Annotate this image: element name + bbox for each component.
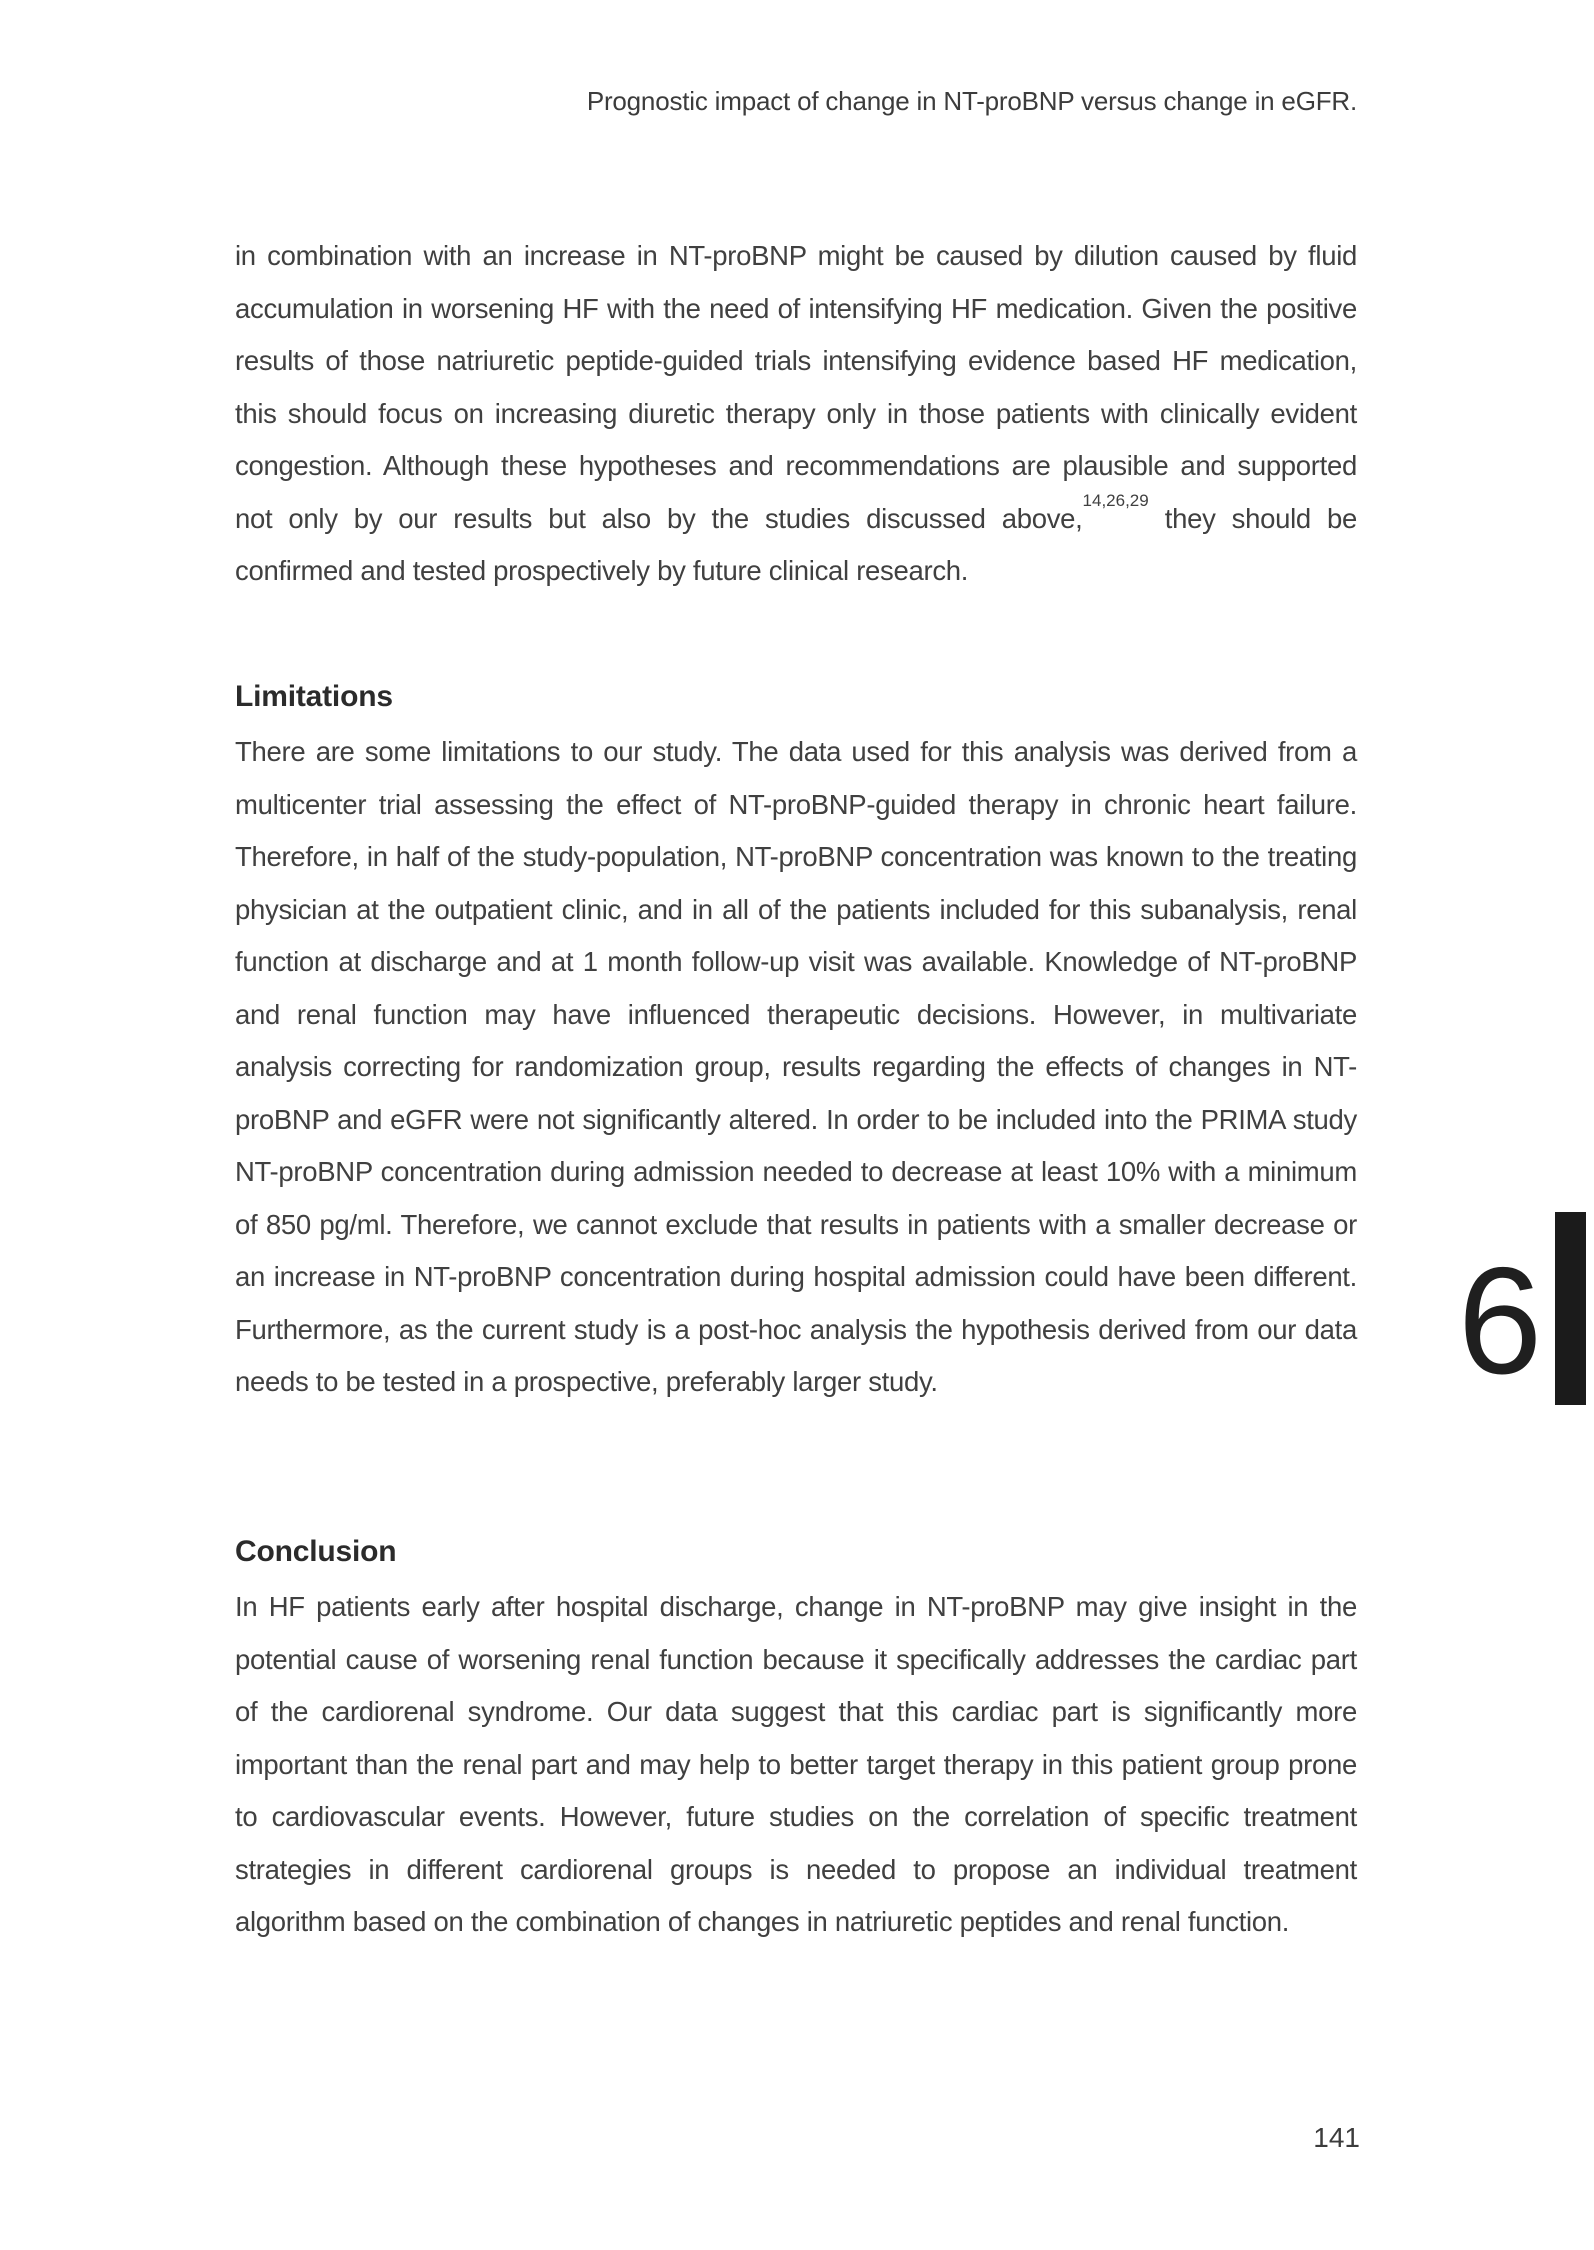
- conclusion-section: [235, 1527, 1357, 1949]
- limitations-paragraph: There are some limitations to our study. The data used for this analysis was derived from a multicenter trial assessing the effect of NT-proBNP-guided therapy in chronic heart failure. Therefore, in half of the study-population, NT-proBNP concentration was known to the treating physician at the outpatient clinic, and in all of the patients included for this subanalysis, renal function at discharge and at 1 month follow-up visit was available. Knowledge of NT-proBNP and renal function may have influenced therapeutic decisions. However, in multivariate analysis correcting for randomization group, results regarding the effects of changes in NT-proBNP and eGFR were not significantly altered. In order to be included into the PRIMA study NT-proBNP concentration during admission needed to decrease at least 10% with a minimum of 850 pg/ml. Therefore, we cannot exclude that results in patients with a smaller decrease or an increase in NT-proBNP concentration during hospital admission could have been different. Furthermore, as the current study is a post-hoc analysis the hypothesis derived from our data needs to be tested in a prospective, preferably larger study.: [235, 736, 1357, 1397]
- reference-superscript: 14,26,29: [1082, 491, 1149, 511]
- page-number: 141: [1313, 2122, 1360, 2153]
- intro-text-after-ref: they should be confirmed and tested prospectively by future clinical research.: [235, 502, 1358, 586]
- chapter-tab-bar: [1555, 1212, 1586, 1405]
- intro-section: [235, 230, 1357, 598]
- conclusion-heading: Conclusion: [235, 1535, 397, 1568]
- running-header: Prognostic impact of change in NT-proBNP versus change in eGFR.: [586, 86, 1357, 116]
- limitations-section: [235, 672, 1357, 1409]
- conclusion-paragraph: In HF patients early after hospital discharge, change in NT-proBNP may give insight in the potential cause of worsening renal function because it specifically addresses the cardiac part of the cardiorenal syndrome. Our data suggest that this cardiac part is significantly more important than the renal part and may help to better target therapy in this patient group prone to cardiovascular events. However, future studies on the correlation of specific treatment strategies in different cardiorenal groups is needed to propose an individual treatment algorithm based on the combination of changes in natriuretic peptides and renal function.: [235, 1591, 1357, 1937]
- intro-paragraph: [235, 230, 1357, 598]
- chapter-number: 6: [1457, 1236, 1543, 1406]
- intro-text-before-ref: in combination with an increase in NT-proBNP might be caused by dilution caused by fluid accumulation in worsening HF with the need of intensifying HF medication. Given the positive results of those natriuretic peptide-guided trials intensifying evidence based HF medication, this should focus on increasing diuretic therapy only in those patients with clinically evident congestion. Although these hypotheses and recommendations are plausible and supported not only by our results but also by the studies discussed above,: [235, 240, 1357, 534]
- limitations-heading: Limitations: [235, 680, 393, 713]
